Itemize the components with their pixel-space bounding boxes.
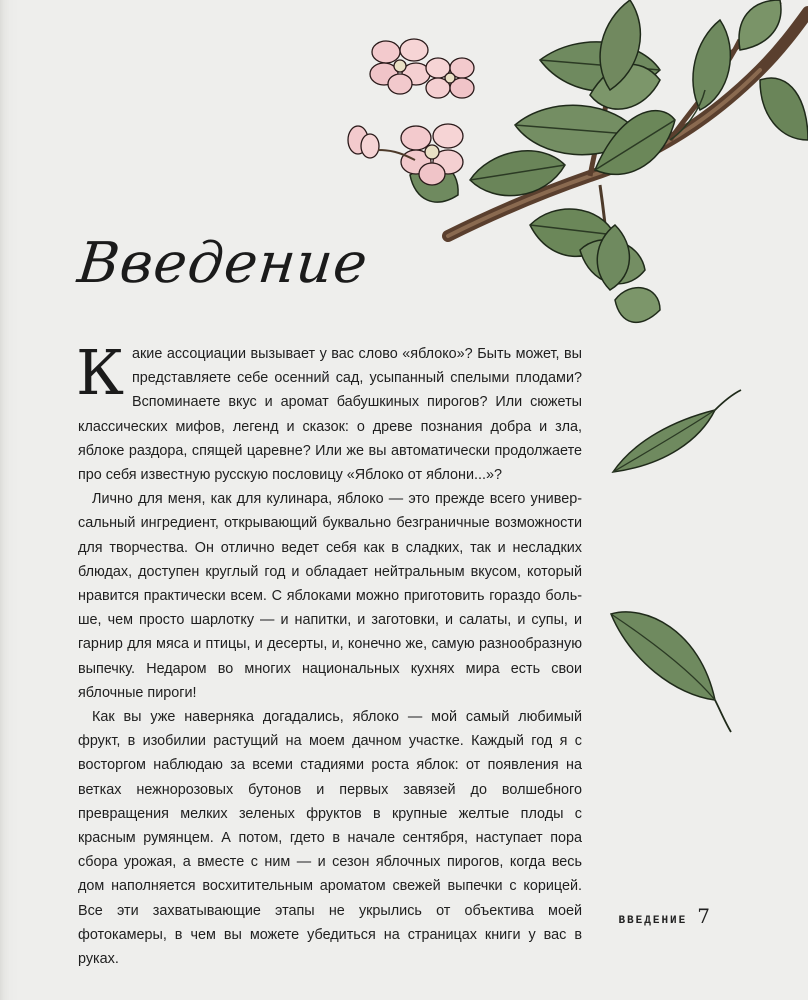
page-footer: [618, 904, 710, 928]
page-title: Введение: [74, 231, 372, 296]
paragraph: Как вы уже наверняка догадались, яблоко — мой самый любимый фрукт, в изобилии растущий на моем дачном участке. Каждый год я с восторгом наблюдаю за всеми стадиями роста яблок: от появления на ветках нежнорозовых бутонов и первых завязей до волшебного превращения мелких зеленых фруктов в крупные желтые плоды с красным румянцем. А потом, гдето в начале сентября, наступает пора сбора урожая, а вместе с ним — и сезон яблочных пирогов, когда весь дом наполняется восхитительным ароматом свежей выпечки с корицей. Все эти захватывающие этапы не укрылись от объектива моей фотокамеры, в чем вы можете убедиться на страницах книги у вас в руках.: [78, 709, 582, 968]
drop-cap: К: [76, 336, 124, 409]
paragraph: Лично для меня, как для кулинара, яблоко — это прежде всего универсальный ингредиент, открывающий буквально безграничные возможности для творчества. Он отлично ведет себя как в сладких, так и несладких блюдах, доступен круглый год и обладает нейтральным вкусом, который нравится практически всем. С яблоками можно приготовить гораздо больше, чем просто шарлотку — и напитки, и заготовки, и салаты, и супы, и гарнир для мяса и птицы, и десерты, и, конечно же, самую разнообразную выпечку. Недаром во многих национальных кухнях мира есть свои яблочные пироги!: [78, 491, 582, 701]
page-number: 7: [697, 904, 710, 928]
section-label: ВВЕДЕНИЕ: [618, 915, 688, 927]
body-text: [76, 336, 582, 971]
paragraph-text: акие ассоциации вызывает у вас слово «яблоко»? Быть может, вы представляете себе осенний сад, усыпанный спелыми плодами? Вспоминаете вкус и аромат бабушкиных пирогов? Или сюжеты классических мифов, легенд и сказок: о древе познания добра и зла, яблоке раздора, спящей царевне? Или же вы автоматически продолжаете про себя известную русскую пословицу «Яблоко от яблони...»?: [78, 346, 582, 484]
apple-blossom-branch-icon: [340, 0, 808, 340]
apple-leaf-icon: [605, 600, 740, 740]
apple-leaf-icon: [605, 380, 745, 480]
paragraph: [76, 336, 582, 487]
